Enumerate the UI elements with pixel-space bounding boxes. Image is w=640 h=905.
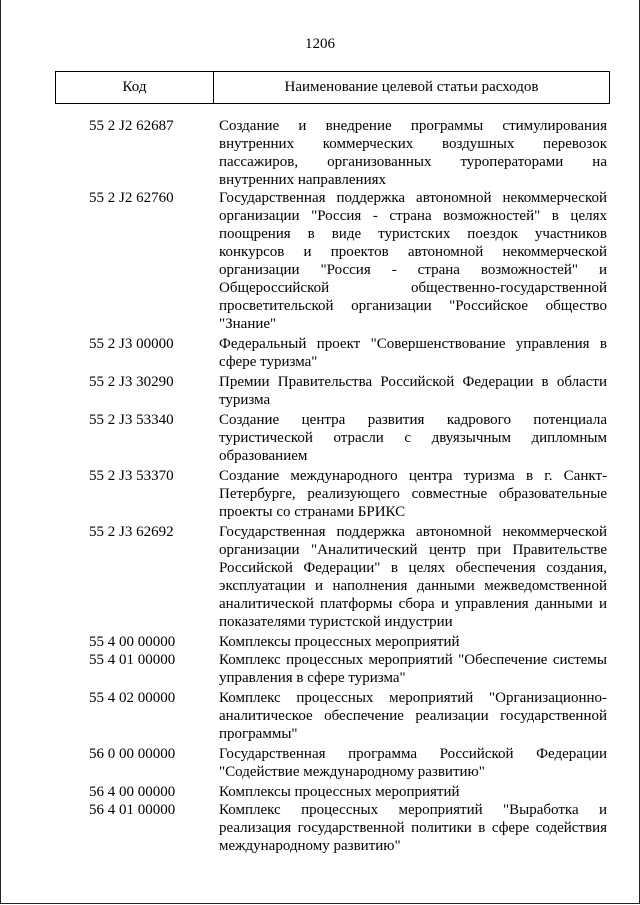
row-code: 55 4 02 00000 (89, 690, 176, 706)
row-code: 56 0 00 00000 (89, 746, 176, 762)
row-text: Государственная программа Российской Федерации "Содействие международному развитию" (219, 746, 607, 780)
row-text: Создание центра развития кадрового потенциала туристической отрасли с двуязычным дипломным образованием (219, 412, 607, 464)
row-text: Комплекс процессных мероприятий "Обеспечение системы управления в сфере туризма" (219, 652, 607, 686)
table-row (0, 651, 640, 687)
row-text: Государственная поддержка автономной некоммерческой организации "Аналитический центр при Правительстве Российской Федерации" в целях обеспечения создания, эксплуатации и наполнения данными межведомственной аналитической платформы сбора и управления данными и показателями туристской индустрии (219, 524, 607, 630)
row-code: 56 4 01 00000 (89, 802, 176, 818)
row-code: 55 2 J3 62692 (89, 524, 174, 540)
row-code: 55 2 J2 62687 (89, 118, 174, 134)
row-code: 56 4 00 00000 (89, 784, 176, 800)
table-row (0, 523, 640, 631)
row-code: 55 2 J3 30290 (89, 374, 174, 390)
row-text: Создание и внедрение программы стимулирования внутренних коммерческих воздушных перевозок пассажиров, организованных туроператорами на внутренних направлениях (219, 118, 607, 188)
row-code: 55 4 01 00000 (89, 652, 176, 668)
table-row (0, 373, 640, 409)
row-text: Комплексы процессных мероприятий (219, 634, 460, 650)
row-text: Премии Правительства Российской Федерации в области туризма (219, 374, 607, 408)
table-row (0, 745, 640, 781)
table-row (0, 689, 640, 743)
row-code: 55 2 J3 00000 (89, 336, 174, 352)
table-row (0, 633, 640, 651)
table-row (0, 411, 640, 465)
table-header (55, 71, 610, 104)
row-code: 55 2 J2 62760 (89, 190, 174, 206)
row-text: Комплекс процессных мероприятий "Выработка и реализация государственной политики в сфере содействия международному развитию" (219, 802, 607, 854)
row-text: Комплексы процессных мероприятий (219, 784, 460, 800)
row-text: Создание международного центра туризма в г. Санкт-Петербурге, реализующего совместные образовательные проекты со странами БРИКС (219, 468, 607, 520)
table-row (0, 189, 640, 333)
row-code: 55 2 J3 53370 (89, 468, 174, 484)
row-text: Государственная поддержка автономной некоммерческой организации "Россия - страна возможностей" в целях поощрения в виде туристских поездок участников конкурсов и проектов автономной некоммерческой организации "Россия - страна возможностей" и Общероссийской общественно-государственной просветительской организации "Российское общество "Знание" (219, 190, 607, 332)
row-text: Федеральный проект "Совершенствование управления в сфере туризма" (219, 336, 607, 370)
table-row (0, 801, 640, 855)
table-row (0, 467, 640, 521)
table-row (0, 783, 640, 801)
row-text: Комплекс процессных мероприятий "Организационно-аналитическое обеспечение реализации государственной программы" (219, 690, 607, 742)
header-code-cell: Код (56, 72, 214, 103)
table-row (0, 335, 640, 371)
header-name-cell: Наименование целевой статьи расходов (284, 79, 539, 95)
page-number: 1206 (305, 36, 335, 52)
table-body (0, 117, 640, 855)
table-row (0, 117, 640, 189)
row-code: 55 4 00 00000 (89, 634, 176, 650)
row-code: 55 2 J3 53340 (89, 412, 174, 428)
